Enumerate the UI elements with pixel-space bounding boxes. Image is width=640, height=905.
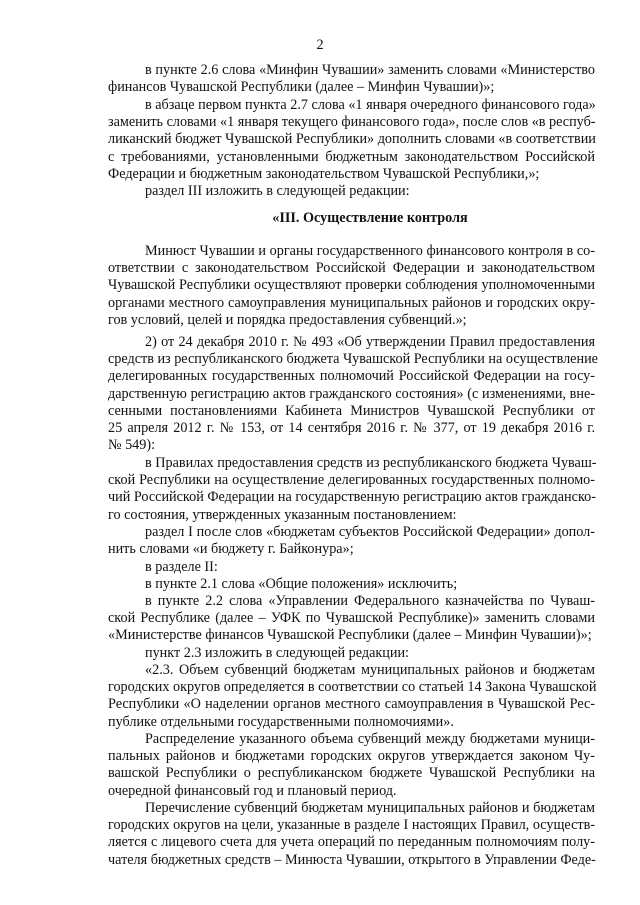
text-line: раздел III изложить в следующей редакции: xyxy=(145,183,410,199)
heading-text: «III. Осуществление контроля xyxy=(272,210,468,226)
text-line: 25 апреля 2012 г. № 153, от 14 сентября 2016 г. № 377, от 19 декабря 2016 г. xyxy=(108,420,595,437)
text-line: в пункте 2.6 слова «Минфин Чувашии» заменить словами «Министерство xyxy=(145,62,595,78)
text-line: ляется с лицевого счета для учета операций по переданным полномочиям полу- xyxy=(108,834,595,851)
text-line: раздел I после слов «бюджетам субъектов Российской Федерации» допол- xyxy=(145,524,595,540)
text-line: нить словами «и бюджету г. Байконура»; xyxy=(108,541,354,558)
text-line: ответствии с законодательством Российской Федерации и законодательством xyxy=(108,260,595,277)
page-number: 2 xyxy=(316,37,324,53)
text-line: чий Российской Федерации на государственную регистрацию актов гражданско- xyxy=(108,489,596,506)
text-line: очередной финансовый год и плановый период. xyxy=(108,782,397,799)
paragraph xyxy=(108,334,598,454)
text-line: в абзаце первом пункта 2.7 слова «1 января очередного финансового года» xyxy=(145,97,596,113)
text-line: с требованиями, установленными бюджетным законодательством Российской xyxy=(108,148,595,165)
text-line: чателя бюджетных средств – Минюста Чувашии, открытого в Управлении Феде- xyxy=(108,851,596,868)
text-line: пальных районов и бюджетами городских округов утверждается законом Чу- xyxy=(108,748,595,765)
paragraph xyxy=(108,800,595,869)
text-line: ской Республике (далее – УФК по Чувашской Республике)» заменить словами xyxy=(108,610,595,627)
text-line: пункт 2.3 изложить в следующей редакции: xyxy=(145,645,409,661)
paragraph xyxy=(108,243,595,329)
text-line: Федерации и бюджетным законодательством Чувашской Республики,»; xyxy=(108,165,540,182)
text-line: ликанский бюджет Чувашской Республики» дополнить словами «в соответствии xyxy=(108,131,596,148)
paragraph xyxy=(108,645,595,662)
text-line: в Правилах предоставления средств из республиканского бюджета Чуваш- xyxy=(145,455,597,471)
text-line: органами местного самоуправления муниципальных районов и городских окру- xyxy=(108,294,595,311)
text-line: Республики «О наделении органов местного самоуправления в Чувашской Рес- xyxy=(108,696,595,713)
text-line: в пункте 2.1 слова «Общие положения» исключить; xyxy=(145,576,458,592)
paragraph xyxy=(108,97,595,183)
text-line: публике отдельными государственными полномочиями». xyxy=(108,713,454,730)
paragraph xyxy=(108,559,595,576)
text-line: гов условий, целей и порядка предоставления субвенций.»; xyxy=(108,311,467,328)
text-line: сенными постановлениями Кабинета Министров Чувашской Республики от xyxy=(108,402,595,419)
text-line: заменить словами «1 января текущего финансового года», после слов «в респуб- xyxy=(108,114,596,131)
text-line: финансов Чувашской Республики (далее – Минфин Чувашии)»; xyxy=(108,79,495,96)
paragraph xyxy=(108,731,595,800)
text-line: № 549): xyxy=(108,437,156,454)
text-line: «Министерстве финансов Чувашской Республики (далее – Минфин Чувашии)»; xyxy=(108,627,592,644)
paragraph xyxy=(108,455,595,524)
text-line: ской Республики на осуществление делегированных государственных полномо- xyxy=(108,472,595,489)
paragraph xyxy=(108,183,595,200)
text-line: Распределение указанного объема субвенций между бюджетами муници- xyxy=(145,731,595,747)
paragraph xyxy=(108,576,595,593)
text-line: го состояния, утвержденных указанным постановлением: xyxy=(108,506,457,523)
text-line: дарственную регистрацию актов гражданского состояния» (с изменениями, вне- xyxy=(108,385,595,402)
text-line: Минюст Чувашии и органы государственного финансового контроля в со- xyxy=(145,243,595,259)
text-line: Перечисление субвенций бюджетам муниципальных районов и бюджетам xyxy=(145,800,595,816)
text-line: Чувашской Республики осуществляют проверки соблюдения уполномоченными xyxy=(108,277,595,294)
text-line: делегированных государственных полномочий Российской Федерации на госу- xyxy=(108,368,595,385)
section-heading xyxy=(108,210,595,227)
text-line: средств из республиканского бюджета Чувашской Республики на осуществление xyxy=(108,351,598,368)
text-line: городских округов на цели, указанные в разделе I настоящих Правил, осуществ- xyxy=(108,817,595,834)
text-line: городских округов определяется в соответствии со статьей 14 Закона Чувашской xyxy=(108,679,597,696)
text-line: 2) от 24 декабря 2010 г. № 493 «Об утверждении Правил предоставления xyxy=(145,334,595,350)
paragraph xyxy=(108,62,595,96)
paragraph xyxy=(108,524,595,558)
text-line: «2.3. Объем субвенций бюджетам муниципальных районов и бюджетам xyxy=(145,662,595,678)
text-line: вашской Республики о республиканском бюджете Чувашской Республики на xyxy=(108,765,595,782)
text-line: в пункте 2.2 слова «Управлении Федерального казначейства по Чуваш- xyxy=(145,593,595,609)
text-line: в разделе II: xyxy=(145,559,218,575)
paragraph xyxy=(108,662,595,731)
paragraph xyxy=(108,593,595,645)
